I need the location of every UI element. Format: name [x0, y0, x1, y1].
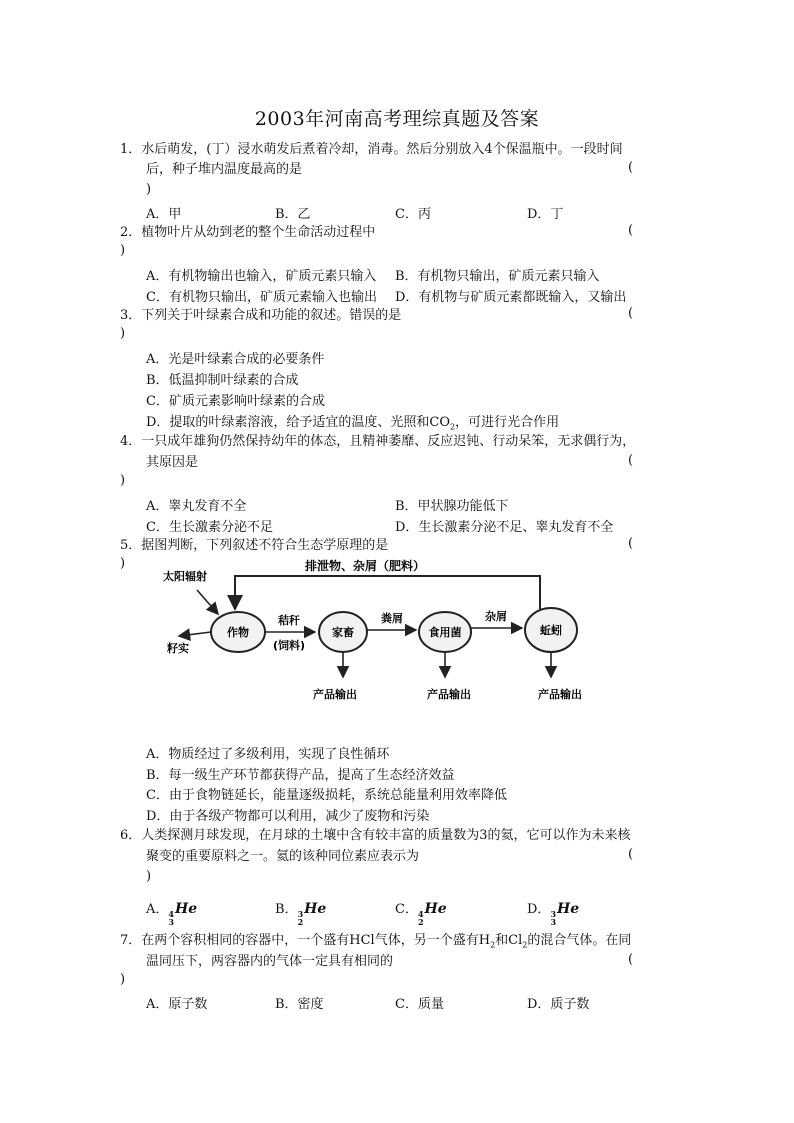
q1-option-c: C．丙 — [395, 207, 431, 222]
q2-option-a: A．有机物输出也输入，矿质元素只输入 — [146, 269, 377, 284]
arrow3-label: 杂屑 — [485, 610, 507, 623]
q7-text-2: 和Cl — [495, 933, 523, 948]
q3-close-paren: ) — [120, 326, 126, 341]
q6-stem-line2: 聚变的重要原料之一。氦的该种同位素应表示为 — [146, 849, 420, 864]
isotope-b-mass: 3 — [297, 909, 304, 919]
q5-option-d: D．由于各级产物都可以利用，减少了废物和污染 — [146, 809, 430, 824]
q3-option-d — [146, 411, 559, 432]
isotope-b — [297, 901, 327, 927]
q4-option-b: B．甲状腺功能低下 — [395, 499, 509, 514]
q6-option-c — [395, 898, 447, 926]
q4-option-a: A．睾丸发育不全 — [146, 499, 247, 514]
sun-label: 太阳辐射 — [163, 570, 207, 583]
q7-close-paren: ) — [120, 972, 126, 987]
q6-option-a — [146, 898, 197, 926]
arrow1-label-bottom: (饲料) — [272, 639, 306, 652]
q6-option-c-letter: C． — [395, 902, 418, 917]
q3-option-b: B．低温抑制叶绿素的合成 — [146, 373, 299, 388]
isotope-a-atomic: 3 — [168, 917, 174, 927]
q2-option-b: B．有机物只输出，矿质元素只输入 — [395, 269, 600, 284]
q7-option-c: C．质量 — [395, 997, 444, 1012]
node-livestock-label: 家畜 — [332, 626, 354, 639]
q4-stem-line2: 其原因是 — [146, 455, 199, 470]
isotope-d-mass: 3 — [550, 909, 557, 919]
q3-option-a: A．光是叶绿素合成的必要条件 — [146, 352, 325, 367]
co2-subscript: 2 — [450, 422, 456, 432]
q7-text-1: 7．在两个容积相同的容器中，一个盛有HCl气体，另一个盛有H — [120, 933, 491, 948]
q4-open-paren: ( — [628, 453, 634, 468]
q2-option-d: D．有机物与矿质元素都既输入，又输出 — [395, 290, 627, 305]
isotope-b-atomic: 2 — [297, 917, 304, 927]
q6-stem-line1: 6．人类探测月球发现，在月球的土壤中含有较丰富的质量数为3的氦，它可以作为未来核 — [120, 828, 631, 843]
q5-option-a: A．物质经过了多级利用，实现了良性循环 — [146, 747, 390, 762]
q5-stem: 5．据图判断，下列叙述不符合生态学原理的是 — [120, 538, 389, 553]
q6-option-b-letter: B． — [275, 902, 298, 917]
isotope-d — [550, 901, 580, 927]
isotope-d-atomic: 3 — [550, 917, 557, 927]
output-label-2: 产品输出 — [427, 688, 471, 701]
q3-stem: 3．下列关于叶绿素合成和功能的叙述。错误的是 — [120, 308, 402, 323]
q7-option-a: A．原子数 — [146, 997, 208, 1012]
page-title: 2003年河南高考理综真题及答案 — [254, 108, 540, 130]
q2-option-c: C．有机物只输出，矿质元素输入也输出 — [146, 290, 377, 305]
q7-open-paren: ( — [628, 952, 634, 967]
q7-stem-line2: 温同压下，两容器内的气体一定具有相同的 — [146, 954, 394, 969]
q4-close-paren: ) — [120, 473, 126, 488]
q6-option-a-letter: A． — [146, 902, 169, 917]
q3-option-d-text: D．提取的叶绿素溶液，给予适宜的温度、光照和CO — [146, 415, 451, 430]
q6-option-d — [527, 898, 579, 926]
q7-text-3: 的混合气体。在同 — [527, 933, 632, 948]
isotope-d-symbol: He — [557, 901, 580, 917]
q1-stem-line1: 1．水后萌发，(丁）浸水萌发后煮着冷却，消毒。然后分别放入4个保温瓶中。一段时间 — [120, 142, 623, 157]
node-crop-label: 作物 — [227, 626, 249, 639]
q3-open-paren: ( — [628, 306, 634, 321]
q4-stem-line1: 4．一只成年雄狗仍然保持幼年的体态，且精神萎靡、反应迟钝、行动呆笨，无求偶行为， — [120, 434, 636, 449]
isotope-c-mass: 4 — [417, 909, 424, 919]
q1-close-paren: ) — [146, 182, 152, 197]
feedback-label: 排泄物、杂屑（肥料） — [305, 559, 426, 573]
q7-option-d: D．质子数 — [527, 997, 590, 1012]
output-label-1: 产品输出 — [313, 688, 357, 701]
q5-option-b: B．每一级生产环节都获得产品，提高了生态经济效益 — [146, 768, 455, 783]
q5-option-c: C．由于食物链延长，能量逐级损耗，系统总能量利用效率降低 — [146, 788, 507, 803]
q1-stem-line2: 后，种子堆内温度最高的是 — [146, 162, 303, 177]
cl2-subscript: 2 — [522, 940, 528, 950]
isotope-c — [417, 901, 447, 927]
q2-open-paren: ( — [628, 223, 634, 238]
arrow2-label: 粪屑 — [381, 612, 403, 625]
q6-close-paren: ) — [146, 869, 152, 884]
node-mushroom-label: 食用菌 — [428, 626, 462, 639]
q7-option-b: B．密度 — [275, 997, 324, 1012]
q5-close-paren: ) — [120, 556, 126, 571]
q6-option-d-letter: D． — [527, 902, 551, 917]
isotope-a-symbol: He — [174, 901, 198, 917]
q6-open-paren: ( — [628, 847, 634, 862]
isotope-a — [168, 901, 198, 927]
q5-open-paren: ( — [628, 536, 634, 551]
q1-open-paren: ( — [628, 160, 634, 175]
isotope-c-atomic: 2 — [417, 917, 424, 927]
q2-stem: 2．植物叶片从幼到老的整个生命活动过程中 — [120, 225, 376, 240]
isotope-a-mass: 4 — [168, 909, 174, 919]
q1-option-a: A．甲 — [146, 207, 182, 222]
sun-arrow — [197, 590, 218, 614]
isotope-b-symbol: He — [304, 901, 327, 917]
feedback-loop-arrow — [235, 576, 540, 609]
q2-close-paren: ) — [120, 243, 126, 258]
q3-option-c: C．矿质元素影响叶绿素的合成 — [146, 394, 325, 409]
fruit-label: 籽实 — [167, 642, 189, 655]
output-label-3: 产品输出 — [538, 688, 582, 701]
node-earthworm-label: 蚯蚓 — [540, 624, 562, 637]
q1-option-d: D．丁 — [527, 207, 564, 222]
ecosystem-diagram — [155, 552, 605, 712]
q4-option-c: C．生长激素分泌不足 — [146, 520, 273, 535]
arrow1-label-top: 秸秆 — [278, 614, 300, 627]
h2-subscript: 2 — [490, 940, 496, 950]
q3-option-d-text-end: ，可进行光合作用 — [455, 415, 560, 430]
q1-option-b: B．乙 — [275, 207, 311, 222]
q4-option-d: D．生长激素分泌不足、睾丸发育不全 — [395, 520, 614, 535]
q6-option-b — [275, 898, 326, 926]
fruit-arrow — [179, 632, 211, 636]
isotope-c-symbol: He — [424, 901, 447, 917]
